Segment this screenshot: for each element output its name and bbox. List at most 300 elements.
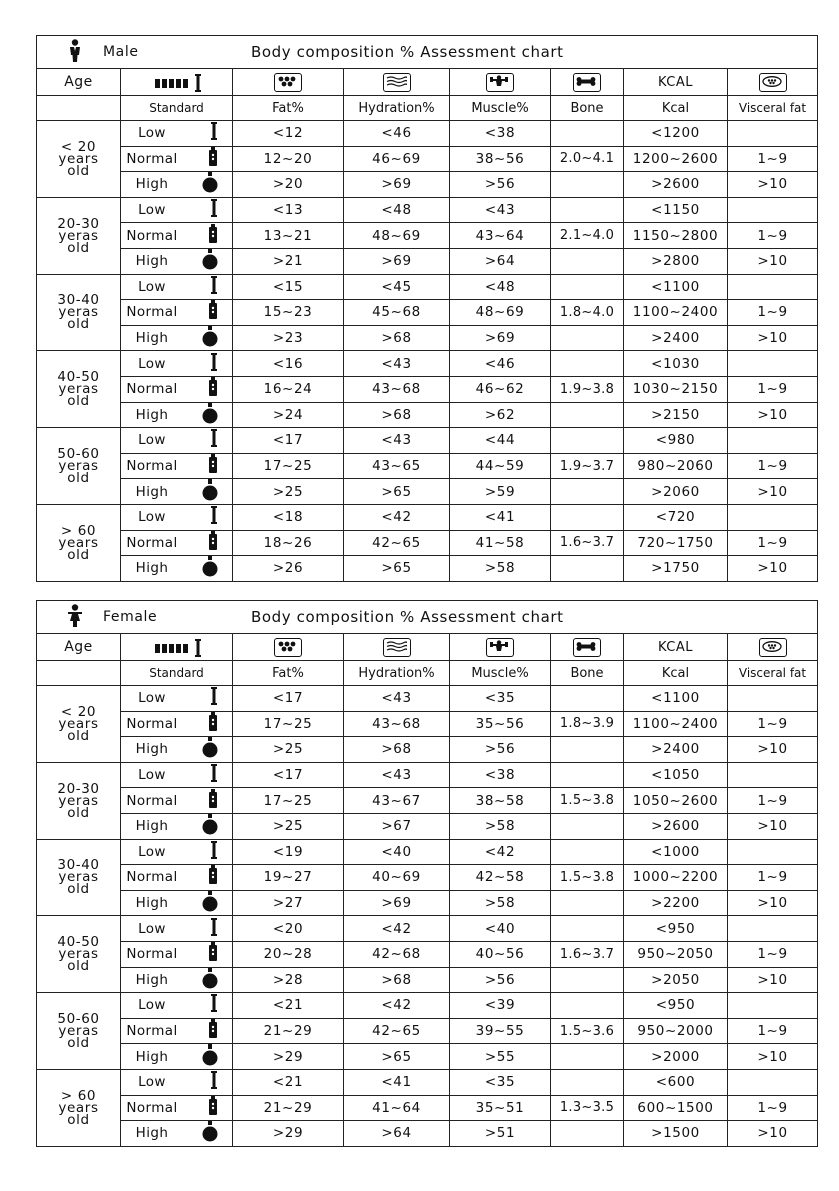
muscle-value: 46~62 [475,381,525,398]
muscle-value: 38~56 [475,150,525,167]
kcal-value: <1030 [651,355,700,372]
level-label: Low [138,1074,166,1091]
fat-value: >29 [272,1048,304,1065]
age-group-line: old [67,1035,90,1052]
visceral-value: 1~9 [757,227,788,244]
kcal-value: >2050 [651,971,700,988]
table-row [37,686,818,712]
bone-value: 1.9~3.7 [559,458,615,474]
kcal-value: <1100 [651,278,700,295]
muscle-value: >59 [484,483,516,500]
muscle-value: 44~59 [475,458,525,475]
table-row [37,172,818,198]
age-group-line: yeras [58,792,99,809]
age-group-line: < 20 [60,138,97,155]
kcal-value: >2000 [651,1048,700,1065]
table-row [37,737,818,763]
high-figure-icon [202,1121,218,1147]
kcal-value: >2800 [651,253,700,270]
hydration-value: >65 [381,560,412,577]
muscle-value: <35 [484,1074,516,1091]
bone-header: Bone [570,665,604,681]
female-figure-icon [67,604,83,628]
normal-figure-icon [208,377,218,401]
level-label: Normal [126,792,178,809]
age-group-line: < 20 [60,703,97,720]
bone-value: 1.5~3.8 [559,869,615,885]
age-group-line: yeras [58,304,99,321]
male-assessment-chart [36,35,818,582]
fat-value: >25 [272,741,304,758]
hydration-value: <43 [381,432,412,449]
age-group-cell [37,762,121,839]
age-group-line: yeras [58,381,99,398]
kcal-value: >2400 [651,330,700,347]
muscle-value: 35~51 [475,1099,525,1116]
age-group-line: yeras [58,946,99,963]
fat-value: <20 [272,920,304,937]
table-row [37,197,818,223]
muscle-value: 42~58 [475,869,525,886]
female-title-row [37,601,818,634]
male-label-header-row [37,96,818,121]
muscle-value: >69 [484,330,516,347]
fat-value: 12~20 [263,150,313,167]
water-icon [383,73,411,92]
fat-value: <17 [272,767,304,784]
hydration-value: <43 [381,767,412,784]
age-group-cell [37,916,121,993]
kcal-value: >2600 [651,176,700,193]
muscle-value: 39~55 [475,1023,525,1040]
fat-value: <17 [272,432,304,449]
muscle-value: >58 [484,818,516,835]
muscle-value: <43 [484,202,516,219]
table-row [37,402,818,428]
fat-value: <21 [272,997,304,1014]
age-group-line: old [67,393,90,410]
table-row [37,428,818,454]
table-row [37,530,818,556]
age-group-line: 50-60 [57,1011,100,1028]
muscle-value: 41~58 [475,534,525,551]
kcal-value: >2150 [651,406,700,423]
low-figure-icon [210,352,218,376]
fat-icon [274,638,302,657]
table-row [37,1121,818,1147]
bone-value: 2.0~4.1 [559,151,615,167]
hydration-value: >68 [381,406,412,423]
standard-scale-icon [121,634,233,661]
kcal-value: >2400 [651,741,700,758]
hydration-value: >67 [381,818,412,835]
hydration-value: >64 [381,1125,412,1142]
kcal-value: <1100 [651,690,700,707]
standard-header: Standard [149,101,204,115]
visceral-fat-header: Visceral fat [738,101,807,115]
level-label: High [135,253,169,270]
age-group-cell [37,839,121,916]
muscle-value: >64 [484,253,516,270]
high-figure-icon [202,737,218,763]
level-label: Normal [126,534,178,551]
muscle-value: <40 [484,920,516,937]
visceral-value: >10 [757,741,788,758]
visceral-value: 1~9 [757,150,788,167]
visceral-value: 1~9 [757,869,788,886]
level-label: High [135,330,169,347]
fat-value: 17~25 [263,792,313,809]
fat-value: >25 [272,818,304,835]
water-icon [383,638,411,657]
low-figure-icon [210,428,218,452]
fat-value: 19~27 [263,869,313,886]
bone-value: 1.8~3.9 [559,716,615,732]
bone-value: 1.5~3.6 [559,1023,615,1039]
fat-value: <17 [272,690,304,707]
level-label: High [135,483,169,500]
level-label: Low [138,690,166,707]
kcal-value: <600 [655,1074,696,1091]
high-figure-icon [202,1044,218,1070]
low-figure-icon [210,121,218,145]
table-row [37,146,818,172]
kcal-value: 1100~2400 [632,715,719,732]
table-row [37,788,818,814]
kcal-value: 1030~2150 [632,381,719,398]
visceral-value: 1~9 [757,1099,788,1116]
hydration-value: 43~65 [372,458,421,475]
muscle-icon [486,638,514,657]
normal-figure-icon [208,147,218,171]
table-row [37,248,818,274]
visceral-value: 1~9 [757,304,788,321]
kcal-value: >2200 [651,895,700,912]
age-group-line: years [58,1099,99,1116]
kcal-value: 1050~2600 [632,792,719,809]
muscle-value: <41 [484,509,516,526]
high-figure-icon [202,556,218,582]
fat-value: >26 [272,560,304,577]
age-group-cell [37,993,121,1070]
visceral-value: 1~9 [757,792,788,809]
muscle-icon [486,73,514,92]
level-label: High [135,1125,169,1142]
male-gender-label: Male [103,44,139,60]
age-group-cell [37,121,121,198]
level-label: Low [138,278,166,295]
kcal-value: <950 [655,997,696,1014]
kcal-header: KCAL [657,74,694,90]
level-label: Normal [126,1023,178,1040]
kcal-value: <1000 [651,843,700,860]
hydration-value: >65 [381,483,412,500]
age-group-line: 20-30 [57,780,100,797]
level-label: High [135,560,169,577]
age-group-line: old [67,316,90,333]
level-label: High [135,1048,169,1065]
age-header: Age [64,74,93,90]
table-row [37,1018,818,1044]
high-figure-icon [202,813,218,839]
table-row [37,121,818,147]
level-label: Low [138,202,166,219]
kcal-value: 950~2050 [637,946,714,963]
age-group-line: old [67,162,90,179]
bone-icon [573,638,601,657]
age-group-line: old [67,727,90,744]
level-label: Normal [126,227,178,244]
hydration-value: <48 [381,202,412,219]
normal-figure-icon [208,1096,218,1120]
age-group-line: > 60 [60,522,97,539]
muscle-value: 43~64 [475,227,525,244]
age-group-cell [37,197,121,274]
low-figure-icon [210,763,218,787]
male-chart-title: Body composition % Assessment chart [251,43,564,61]
muscle-value: >56 [484,741,516,758]
high-figure-icon [202,248,218,274]
visceral-value: >10 [757,483,788,500]
standard-scale-icon [121,69,233,96]
hydration-value: <43 [381,690,412,707]
muscle-value: <48 [484,278,516,295]
bone-value: 1.3~3.5 [559,1100,615,1116]
muscle-header: Muscle% [471,665,529,681]
normal-figure-icon [208,224,218,248]
age-group-cell [37,428,121,505]
visceral-value: >10 [757,895,788,912]
level-label: Low [138,920,166,937]
table-row [37,762,818,788]
hydration-value: >65 [381,1048,412,1065]
hydration-value: 41~64 [372,1099,421,1116]
hydration-value: >68 [381,741,412,758]
fat-value: 21~29 [263,1023,313,1040]
visceral-value: >10 [757,330,788,347]
age-group-line: 30-40 [57,292,100,309]
low-figure-icon [210,917,218,941]
fat-value: 17~25 [263,715,313,732]
hydration-value: <46 [381,125,412,142]
hydration-value: >69 [381,895,412,912]
fat-value: <13 [272,202,304,219]
fat-value: 13~21 [263,227,313,244]
visceral-value: >10 [757,406,788,423]
table-row [37,504,818,530]
kcal-value: 1200~2600 [632,150,719,167]
level-label: High [135,895,169,912]
table-row [37,941,818,967]
high-figure-icon [202,479,218,505]
age-group-cell [37,274,121,351]
kcal-value: <720 [655,509,696,526]
age-group-line: old [67,881,90,898]
low-figure-icon [210,1070,218,1094]
hydration-value: 40~69 [372,869,421,886]
level-label: Low [138,843,166,860]
kcal-value: <1200 [651,125,700,142]
kcal-value: 1150~2800 [632,227,719,244]
age-group-line: old [67,470,90,487]
fat-value: 20~28 [263,946,313,963]
table-row [37,890,818,916]
kcal-value: >2060 [651,483,700,500]
fat-value: 18~26 [263,534,313,551]
table-row [37,813,818,839]
low-figure-icon [210,275,218,299]
hydration-value: 46~69 [372,150,421,167]
age-group-cell [37,1069,121,1146]
muscle-value: <39 [484,997,516,1014]
visceral-value: 1~9 [757,1023,788,1040]
low-figure-icon [210,505,218,529]
bone-value: 2.1~4.0 [559,228,615,244]
kcal-value: >1750 [651,560,700,577]
level-label: Normal [126,150,178,167]
fat-header: Fat% [272,100,304,116]
level-label: High [135,971,169,988]
age-group-line: old [67,239,90,256]
kcal-sub-header: Kcal [661,665,690,681]
level-label: Normal [126,304,178,321]
low-figure-icon [210,686,218,710]
visceral-fat-icon [759,73,787,92]
kcal-value: <980 [655,432,696,449]
level-label: Low [138,355,166,372]
kcal-header: KCAL [657,639,694,655]
age-group-line: yeras [58,227,99,244]
female-icon-header-row [37,634,818,661]
age-group-cell [37,504,121,581]
age-group-line: yeras [58,458,99,475]
normal-figure-icon [208,300,218,324]
level-label: Normal [126,946,178,963]
high-figure-icon [202,172,218,198]
muscle-header: Muscle% [471,100,529,116]
bone-value: 1.6~3.7 [559,535,615,551]
age-group-line: old [67,1111,90,1128]
fat-value: <21 [272,1074,304,1091]
fat-value: 15~23 [263,304,313,321]
visceral-fat-header: Visceral fat [738,666,807,680]
age-group-line: yeras [58,869,99,886]
table-row [37,1095,818,1121]
level-label: Low [138,432,166,449]
age-group-line: years [58,534,99,551]
bone-value: 1.6~3.7 [559,946,615,962]
bone-icon [573,73,601,92]
hydration-value: <42 [381,920,412,937]
fat-value: 17~25 [263,458,313,475]
level-label: High [135,406,169,423]
table-row [37,325,818,351]
high-figure-icon [202,402,218,428]
bone-value: 1.9~3.8 [559,381,615,397]
hydration-value: <40 [381,843,412,860]
normal-figure-icon [208,865,218,889]
table-row [37,1069,818,1095]
fat-value: <15 [272,278,304,295]
visceral-value: 1~9 [757,715,788,732]
table-row [37,839,818,865]
hydration-value: 48~69 [372,227,421,244]
female-gender-label: Female [103,609,158,625]
fat-value: <12 [272,125,304,142]
female-label-header-row [37,661,818,686]
level-label: Low [138,509,166,526]
low-figure-icon [210,198,218,222]
fat-value: >21 [272,253,304,270]
muscle-value: >55 [484,1048,516,1065]
table-row [37,1044,818,1070]
visceral-value: >10 [757,560,788,577]
visceral-value: 1~9 [757,946,788,963]
hydration-value: >68 [381,971,412,988]
kcal-value: <1150 [651,202,700,219]
age-group-line: years [58,150,99,167]
table-row [37,300,818,326]
hydration-value: <43 [381,355,412,372]
age-group-line: yeras [58,1023,99,1040]
hydration-value: >68 [381,330,412,347]
level-label: Normal [126,715,178,732]
age-group-line: 20-30 [57,215,100,232]
fat-value: <19 [272,843,304,860]
fat-value: >27 [272,895,304,912]
hydration-header: Hydration% [358,100,435,116]
normal-figure-icon [208,942,218,966]
visceral-value: >10 [757,1125,788,1142]
muscle-value: <42 [484,843,516,860]
level-label: Normal [126,1099,178,1116]
kcal-value: >1500 [651,1125,700,1142]
kcal-value: 950~2000 [637,1023,714,1040]
muscle-value: >51 [484,1125,516,1142]
muscle-value: <38 [484,125,516,142]
kcal-value: 600~1500 [637,1099,714,1116]
level-label: High [135,818,169,835]
table-row [37,711,818,737]
level-label: Low [138,997,166,1014]
fat-value: >23 [272,330,304,347]
age-group-line: 40-50 [57,369,100,386]
normal-figure-icon [208,712,218,736]
age-group-line: old [67,546,90,563]
table-row [37,351,818,377]
table-row [37,865,818,891]
table-row [37,993,818,1019]
age-group-line: old [67,804,90,821]
age-header: Age [64,639,93,655]
hydration-value: 42~68 [372,946,421,963]
level-label: Low [138,767,166,784]
standard-header: Standard [149,666,204,680]
hydration-value: <42 [381,997,412,1014]
fat-value: >28 [272,971,304,988]
hydration-value: <45 [381,278,412,295]
level-label: Normal [126,381,178,398]
visceral-fat-icon [759,638,787,657]
hydration-value: 42~65 [372,534,421,551]
age-group-line: 30-40 [57,857,100,874]
hydration-value: 45~68 [372,304,421,321]
age-group-line: 50-60 [57,446,100,463]
fat-value: <18 [272,509,304,526]
hydration-value: 42~65 [372,1023,421,1040]
bone-value: 1.5~3.8 [559,793,615,809]
fat-value: >24 [272,406,304,423]
